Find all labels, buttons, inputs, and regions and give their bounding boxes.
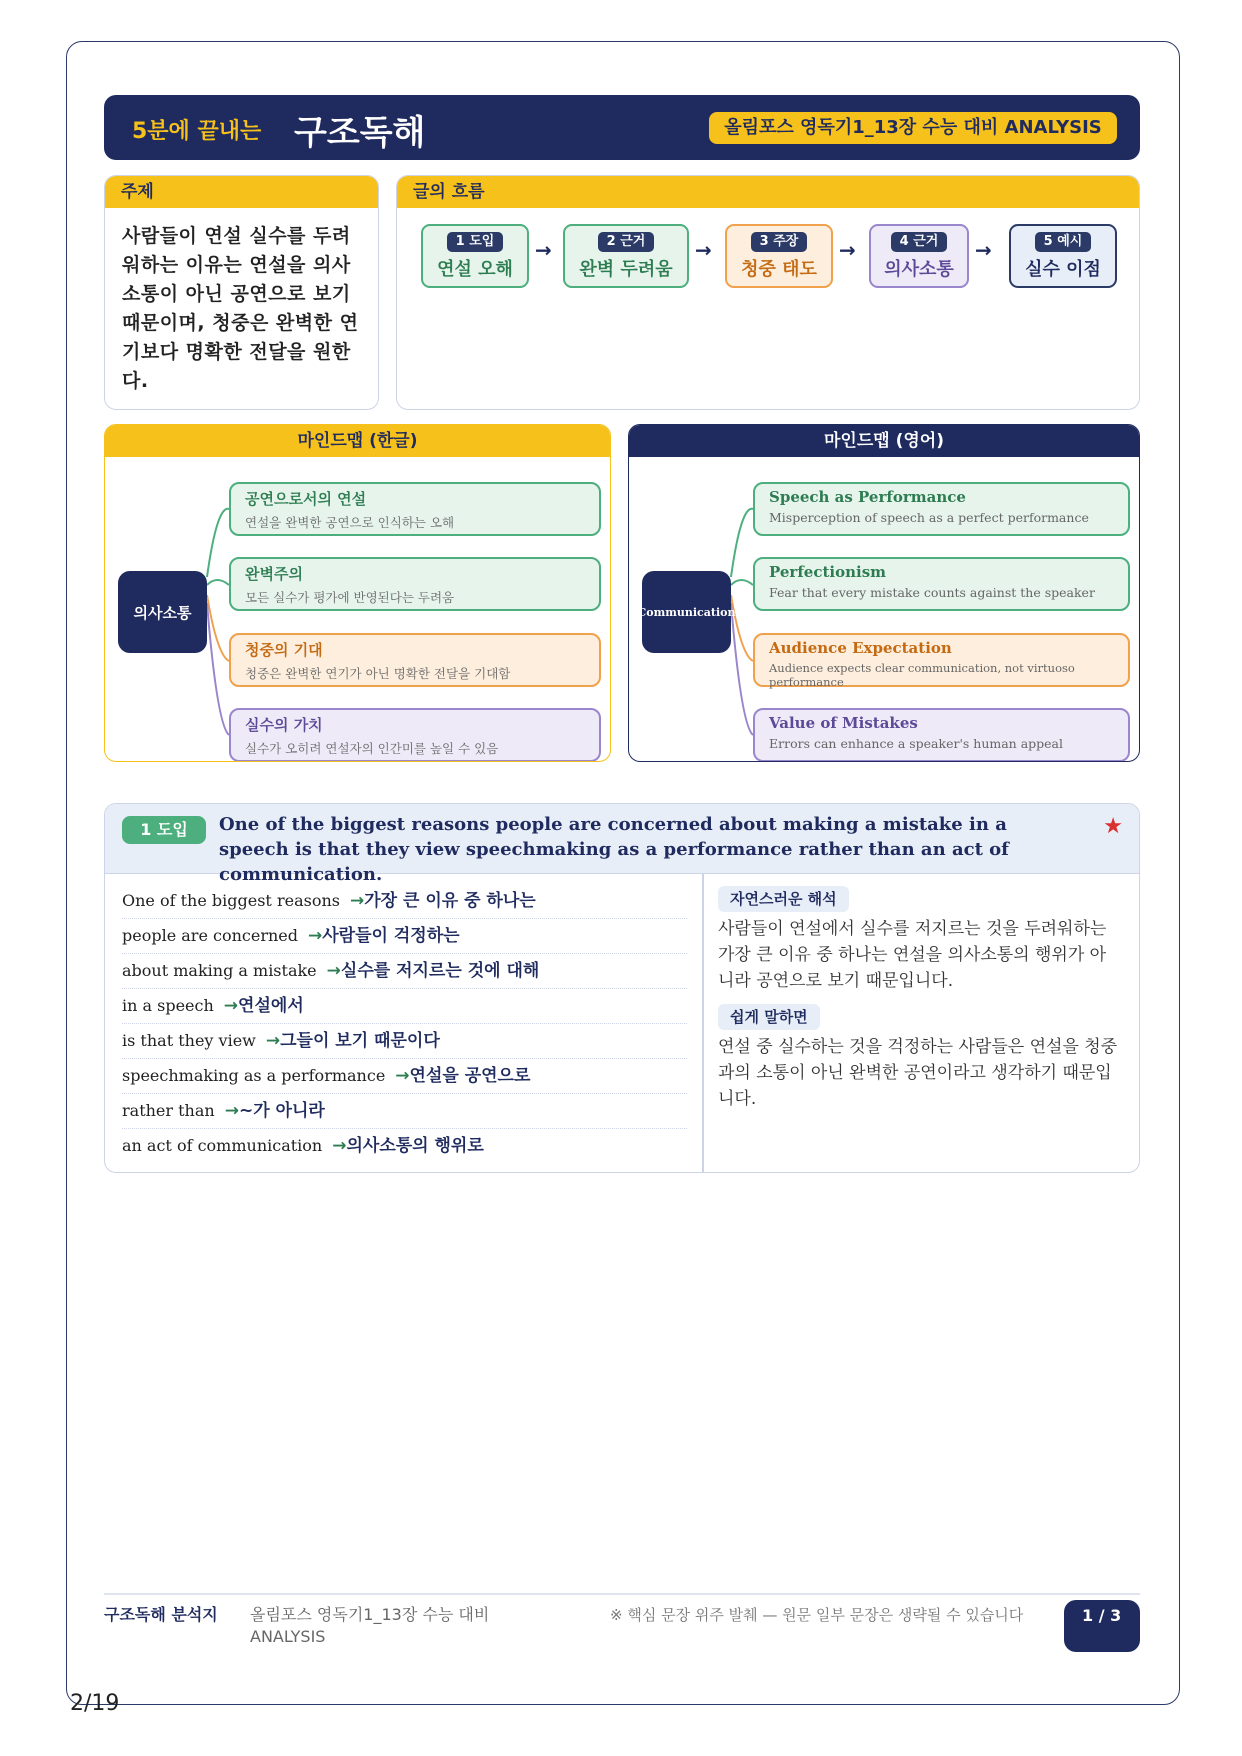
footer-page-badge: 1 / 3 bbox=[1064, 1600, 1140, 1652]
header-title: 구조독해 bbox=[294, 113, 426, 153]
mindmap-en-node-2 bbox=[753, 557, 1130, 611]
flow-arrow: → bbox=[839, 238, 856, 262]
chunk-english: One of the biggest reasons bbox=[122, 891, 340, 910]
node-desc: Fear that every mistake counts against the speaker bbox=[769, 585, 1095, 600]
chunk-korean-text: 연설에서 bbox=[238, 996, 304, 1016]
mindmap-en-node-4 bbox=[753, 708, 1130, 762]
node-desc: Misperception of speech as a perfect performance bbox=[769, 510, 1089, 525]
topic-label: 주제 bbox=[105, 176, 378, 208]
chunk-row bbox=[122, 1059, 687, 1094]
easy-translation-tag: 쉽게 말하면 bbox=[718, 1004, 820, 1030]
arrow-icon: → bbox=[224, 1101, 239, 1121]
node-desc: 모든 실수가 평가에 반영된다는 두려움 bbox=[245, 590, 455, 605]
node-title: 청중의 기대 bbox=[245, 641, 323, 659]
node-title: Audience Expectation bbox=[769, 639, 952, 657]
chunk-korean-text: 가장 큰 이유 중 하나는 bbox=[364, 891, 536, 911]
flow-step-label: 실수 이점 bbox=[1025, 259, 1101, 280]
mindmap-ko-card bbox=[104, 424, 611, 762]
sentence-badge: 1 도입 bbox=[122, 816, 206, 844]
flow-step-4 bbox=[869, 224, 969, 288]
flow-step-2 bbox=[563, 224, 689, 288]
flow-arrow: → bbox=[975, 238, 992, 262]
chunk-row bbox=[122, 1129, 687, 1164]
flow-step-badge: 5 예시 bbox=[1035, 232, 1092, 252]
chunk-english: an act of communication bbox=[122, 1136, 323, 1155]
node-title: 실수의 가치 bbox=[245, 716, 323, 734]
chunk-english: is that they view bbox=[122, 1031, 256, 1050]
chunk-row bbox=[122, 1094, 687, 1129]
easy-translation-text: 연설 중 실수하는 것을 걱정하는 사람들은 연설을 청중과의 소통이 아닌 완벽한 공연이라고 생각하기 때문입니다. bbox=[718, 1037, 1118, 1109]
chunk-korean bbox=[395, 1066, 530, 1086]
flow-step-label: 의사소통 bbox=[884, 259, 954, 280]
chunk-korean-text: 의사소통의 행위로 bbox=[346, 1136, 484, 1156]
chunk-korean-text: 그들이 보기 때문이다 bbox=[280, 1031, 440, 1051]
flow-card bbox=[396, 175, 1140, 410]
column-divider bbox=[702, 874, 704, 1173]
flow-step-badge: 4 근거 bbox=[891, 232, 948, 252]
topic-text: 사람들이 연설 실수를 두려워하는 이유는 연설을 의사소통이 아닌 공연으로 보기 때문이며, 청중은 완벽한 연기보다 명확한 전달을 원한다. bbox=[122, 225, 359, 392]
header-banner bbox=[104, 95, 1140, 160]
node-desc: 연설을 완벽한 공연으로 인식하는 오해 bbox=[245, 515, 455, 530]
sentence-card bbox=[104, 803, 1140, 1173]
translation-column bbox=[718, 886, 1118, 1112]
chunk-korean-text: 사람들이 걱정하는 bbox=[322, 926, 460, 946]
node-title: Perfectionism bbox=[769, 563, 887, 581]
mindmap-ko-center: 의사소통 bbox=[118, 571, 207, 653]
chunk-row bbox=[122, 884, 687, 919]
footer-source: 올림포스 영독기1_13장 수능 대비 ANALYSIS bbox=[250, 1605, 490, 1646]
star-icon: ★ bbox=[1103, 814, 1123, 839]
header-subtitle: 5분에 끝내는 bbox=[132, 119, 262, 144]
chunk-row bbox=[122, 989, 687, 1024]
document-page-number: 2/19 bbox=[70, 1691, 120, 1716]
node-title: 완벽주의 bbox=[245, 565, 303, 583]
node-desc: Audience expects clear communication, not virtuoso performance bbox=[769, 661, 1075, 689]
mindmap-en-title: 마인드맵 (영어) bbox=[629, 425, 1139, 457]
arrow-icon: → bbox=[395, 1066, 410, 1086]
arrow-icon: → bbox=[326, 961, 341, 981]
flow-step-5 bbox=[1009, 224, 1117, 288]
mindmap-ko-node-1 bbox=[229, 482, 601, 536]
chunk-list bbox=[122, 884, 687, 1164]
footer-note: ※ 핵심 문장 위주 발췌 — 원문 일부 문장은 생략될 수 있습니다 bbox=[610, 1606, 1024, 1624]
topic-card bbox=[104, 175, 379, 410]
flow-step-label: 청중 태도 bbox=[741, 259, 817, 280]
mindmap-en-card bbox=[628, 424, 1140, 762]
natural-translation-tag: 자연스러운 해석 bbox=[718, 886, 849, 912]
mindmap-en-node-1 bbox=[753, 482, 1130, 536]
mindmap-en-node-3 bbox=[753, 633, 1130, 687]
footer-doc-title: 구조독해 분석지 bbox=[104, 1605, 218, 1624]
sentence-text: One of the biggest reasons people are concerned about making a mistake in a speech is that they view speechmaking as a performance rather than an act of communication. bbox=[219, 814, 1009, 885]
flow-step-3 bbox=[725, 224, 833, 288]
chunk-english: speechmaking as a performance bbox=[122, 1066, 386, 1085]
chunk-english: about making a mistake bbox=[122, 961, 317, 980]
flow-step-badge: 2 근거 bbox=[598, 232, 655, 252]
flow-step-badge: 1 도입 bbox=[447, 232, 504, 252]
chunk-row bbox=[122, 1024, 687, 1059]
flow-arrow: → bbox=[535, 238, 552, 262]
chunk-korean bbox=[327, 961, 540, 981]
chunk-row bbox=[122, 954, 687, 989]
chunk-english: in a speech bbox=[122, 996, 214, 1015]
mindmap-en-center: Communication bbox=[642, 571, 731, 653]
chunk-korean-text: ~가 아니라 bbox=[238, 1101, 325, 1121]
mindmap-ko-node-4 bbox=[229, 708, 601, 762]
header-source-pill: 올림포스 영독기1_13장 수능 대비 ANALYSIS bbox=[709, 112, 1117, 144]
arrow-icon: → bbox=[223, 996, 239, 1016]
chunk-korean bbox=[332, 1136, 484, 1156]
chunk-korean-text: 실수를 저지르는 것에 대해 bbox=[340, 961, 540, 981]
node-desc: 청중은 완벽한 연기가 아닌 명확한 전달을 기대함 bbox=[245, 666, 511, 681]
flow-step-label: 완벽 두려움 bbox=[579, 259, 673, 280]
flow-step-badge: 3 주장 bbox=[751, 232, 808, 252]
chunk-korean bbox=[266, 1031, 440, 1051]
arrow-icon: → bbox=[265, 1031, 281, 1051]
sentence-header bbox=[105, 804, 1139, 885]
flow-arrow: → bbox=[695, 238, 712, 262]
mindmap-ko-node-2 bbox=[229, 557, 601, 611]
node-title: 공연으로서의 연설 bbox=[245, 490, 367, 508]
flow-step-1 bbox=[421, 224, 529, 288]
footer-divider bbox=[104, 1593, 1140, 1595]
flow-label: 글의 흐름 bbox=[397, 176, 1139, 208]
arrow-icon: → bbox=[308, 926, 323, 946]
mindmap-ko-title: 마인드맵 (한글) bbox=[105, 425, 610, 457]
chunk-korean bbox=[350, 891, 536, 911]
arrow-icon: → bbox=[332, 1136, 347, 1156]
chunk-korean bbox=[224, 996, 304, 1016]
node-desc: Errors can enhance a speaker's human appeal bbox=[769, 736, 1064, 751]
arrow-icon: → bbox=[349, 891, 365, 911]
natural-translation-text: 사람들이 연설에서 실수를 저지르는 것을 두려워하는 가장 큰 이유 중 하나는 연설을 의사소통의 행위가 아니라 공연으로 보기 때문입니다. bbox=[718, 919, 1107, 991]
node-title: Value of Mistakes bbox=[769, 714, 918, 732]
chunk-row bbox=[122, 919, 687, 954]
flow-step-label: 연설 오해 bbox=[437, 259, 513, 280]
chunk-korean bbox=[308, 926, 460, 946]
node-title: Speech as Performance bbox=[769, 488, 966, 506]
chunk-korean bbox=[225, 1101, 325, 1121]
mindmap-ko-node-3 bbox=[229, 633, 601, 687]
chunk-english: people are concerned bbox=[122, 926, 298, 945]
node-desc: 실수가 오히려 연설자의 인간미를 높일 수 있음 bbox=[245, 741, 499, 756]
chunk-english: rather than bbox=[122, 1101, 215, 1120]
chunk-korean-text: 연설을 공연으로 bbox=[409, 1066, 531, 1086]
